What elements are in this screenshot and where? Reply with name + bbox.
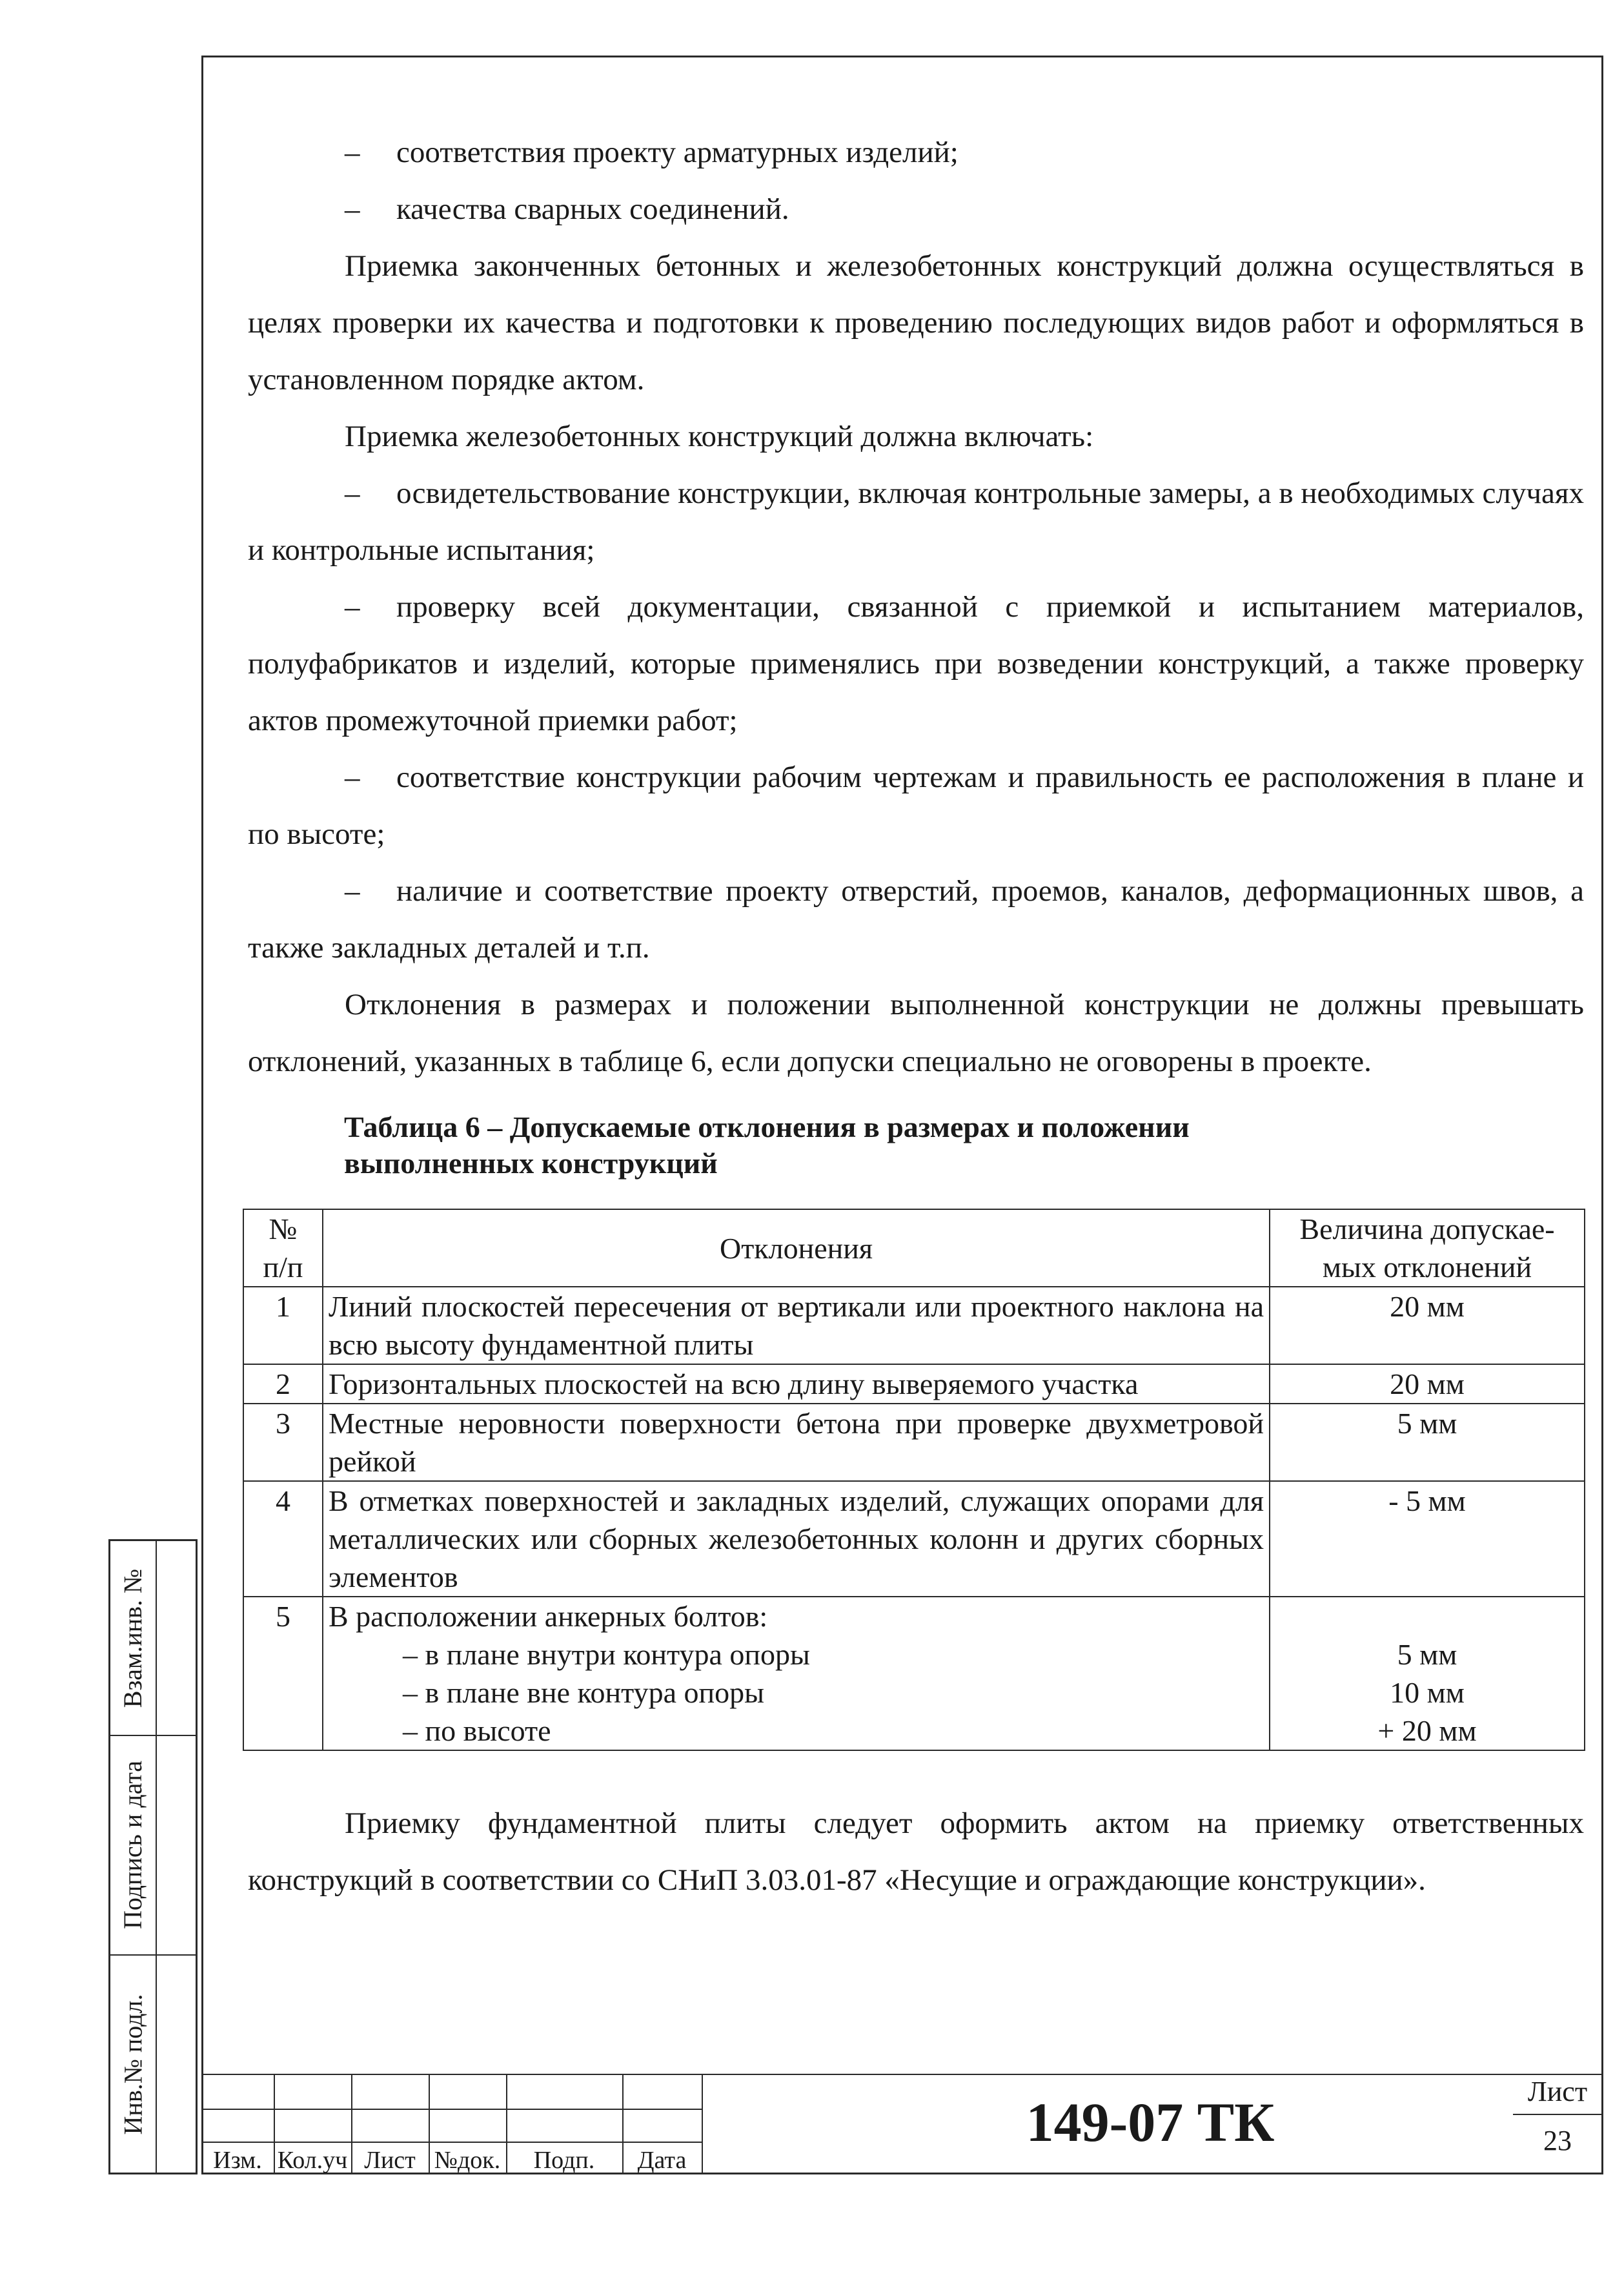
list-item: – проверку всей документации, связанной с приемкой и испытанием материалов, полуфабрикатов и изделий, которые применялись при возведении конструкций, а также проверку актов промежуточной приемки работ; [248,590,1584,737]
table-row: 5 В расположении анкерных болтов: – в плане внутри контура опоры – в плане вне контура опоры – по высоте 5 мм 10 мм + 20 мм [243,1597,1585,1750]
list-item: – соответствие конструкции рабочим чертежам и правильность ее расположения в плане и по высоте; [248,761,1584,851]
table-row: 3 Местные неровности поверхности бетона при проверке двухметровой рейкой 5 мм [243,1404,1585,1481]
stamp-label: Дата [637,2147,687,2174]
paragraph: Отклонения в размерах и положении выполненной конструкции не должны превышать отклонений, указанных в таблице 6, если допуски специально не оговорены в проекте. [248,988,1584,1078]
body-text [248,124,1584,1090]
stamp-label: Изм. [213,2147,262,2174]
header-desc: Отклонения [323,1209,1270,1287]
table-row: 2 Горизонтальных плоскостей на всю длину выверяемого участка 20 мм [243,1364,1585,1404]
closing-text [248,1795,1584,1908]
sheet-number: 23 [1543,2125,1572,2156]
paragraph: Приемка железобетонных конструкций должна включать: [345,420,1094,453]
list-item: – наличие и соответствие проекту отверстий, проемов, каналов, деформационных швов, а также закладных деталей и т.п. [248,874,1584,965]
sidebar-label: Инв.№ подл. [118,1994,148,2134]
side-stamp [108,1539,198,2174]
sidebar-label: Взам.инв. № [118,1568,148,1708]
title-block [201,2074,1603,2174]
bullet-line: – соответствия проекту арматурных изделий; [345,136,959,169]
sidebar-label: Подпись и дата [118,1760,148,1929]
paragraph: Приемку фундаментной плиты следует оформить актом на приемку ответственных конструкций в соответствии со СНиП 3.03.01-87 «Несущие и ограждающие конструкции». [248,1806,1584,1897]
deviation-table [243,1209,1585,1751]
sheet-label: Лист [1527,2076,1588,2107]
header-val: Величина допускае- мых отклонений [1270,1209,1585,1287]
stamp-label: №док. [434,2147,501,2174]
list-item: – освидетельствование конструкции, включая контрольные замеры, а в необходимых случаях и контрольные испытания; [248,476,1584,567]
stamp-label: Подп. [533,2147,595,2174]
paragraph: Приемка законченных бетонных и железобетонных конструкций должна осуществляться в целях проверки их качества и подготовки к проведению последующих видов работ и оформляться в установленном порядке актом. [248,249,1584,396]
stamp-label: Лист [364,2147,416,2174]
table-row: 1 Линий плоскостей пересечения от вертикали или проектного наклона на всю высоту фундаментной плиты 20 мм [243,1287,1585,1364]
bullet-line: – качества сварных соединений. [345,192,789,226]
header-num: № п/п [243,1209,323,1287]
table-row: 4 В отметках поверхностей и закладных изделий, служащих опорами для металлических или сборных железобетонных колонн и других сборных элементов - 5 мм [243,1481,1585,1597]
table-caption: Таблица 6 – Допускаемые отклонения в размерах и положении выполненных конструкций [344,1110,1190,1180]
table-header-row [243,1209,1585,1287]
document-code: 149-07 ТК [1026,2091,1275,2153]
stamp-label: Кол.уч [277,2147,348,2174]
